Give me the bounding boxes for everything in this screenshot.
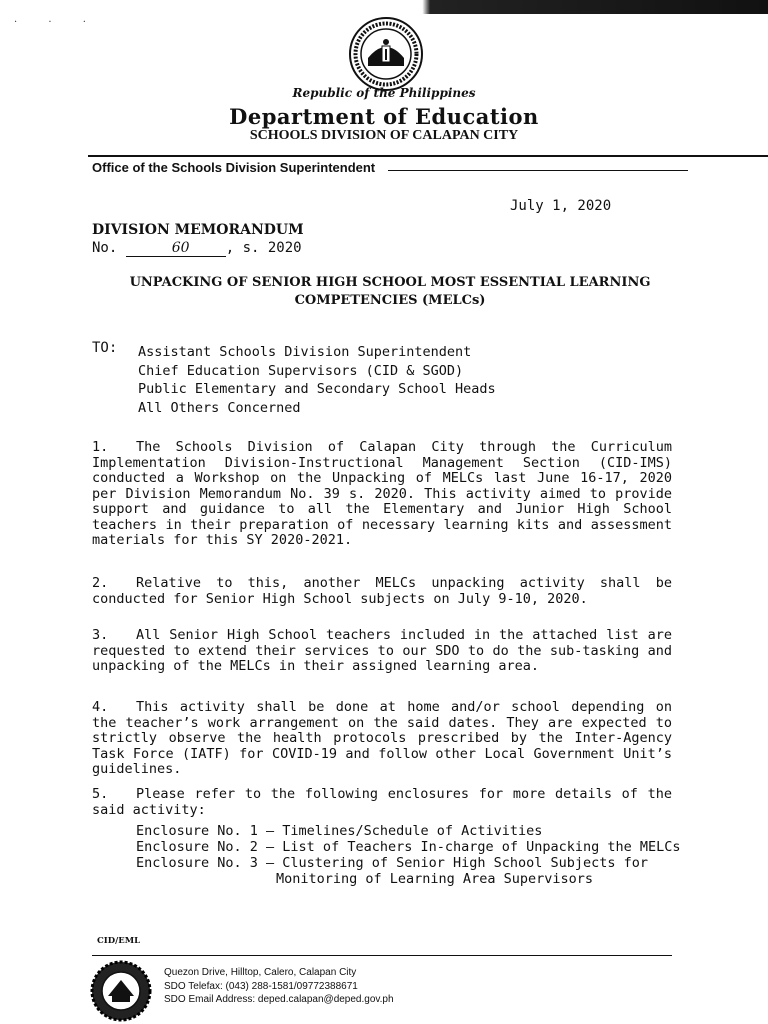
enclosure-item: Enclosure No. 3 – Clustering of Senior High School Subjects for [136,855,649,871]
paragraph-text: This activity shall be done at home and/or school depending on the teacher’s work arrangement on the said dates. They are expected to strictly observe the health protocols prescribed by the Inter-Agency Task Force (IATF) for COVID-19 and follow other Local Government Unit’s guidelines. [92,699,672,777]
paragraph-number: 3. [92,627,109,643]
paragraph-text: All Senior High School teachers included in the attached list are requested to extend their services to our SDO to do the sub-tasking and unpacking of the MELCs in their assigned learning area. [92,627,672,674]
enclosure-item: Enclosure No. 2 – List of Teachers In-charge of Unpacking the MELCs [136,839,681,855]
footer-email: SDO Email Address: deped.calapan@deped.gov.ph [164,994,394,1005]
enclosure-item: Enclosure No. 1 – Timelines/Schedule of Activities [136,823,543,839]
paragraph-4 [92,700,672,778]
paragraph-number: 1. [92,439,109,455]
enclosure-item-continued: Monitoring of Learning Area Supervisors [276,871,593,887]
recipient: Chief Education Supervisors (CID & SGOD) [138,362,464,379]
memo-number-label: No. [92,240,118,256]
memo-date: July 1, 2020 [510,198,612,214]
to-label: TO: [92,340,118,356]
paragraph-1 [92,440,672,549]
header-divider [88,155,768,157]
republic-line: Republic of the Philippines [292,86,476,100]
division-name: SCHOOLS DIVISION OF CALAPAN CITY [249,128,519,143]
paragraph-5 [92,787,672,818]
memo-number [92,240,302,257]
recipient: Assistant Schools Division Superintendent [138,344,472,360]
paragraph-text: Relative to this, another MELCs unpacking activity shall be conducted for Senior High School subjects on July 9-10, 2020. [92,575,672,607]
reference-initials: CID/EML [97,936,141,946]
scan-specks: . . . [14,14,100,25]
footer-contact [164,966,394,1007]
paragraph-text: The Schools Division of Calapan City through the Curriculum Implementation Division-Instructional Management Section (CID-IMS) conducted a Workshop on the Unpacking of MELCs last June 16-17, 2020 per Division Memorandum No. 39 s. 2020. This activity aimed to provide support and guidance to all the Elementary and Junior High School teachers in their preparation of necessary learning kits and assessment materials for this SY 2020-2021. [92,439,672,548]
department-name: Department of Education [229,104,539,129]
office-divider [388,170,688,171]
deped-seal-icon [348,16,424,92]
sdo-calapan-seal-icon [88,960,154,1022]
footer-divider [92,955,672,956]
scan-edge-bar [0,0,768,14]
subject-line-2: COMPETENCIES (MELCs) [294,293,486,308]
footer-telefax: SDO Telefax: (043) 288-1581/09772388671 [164,980,358,992]
memo-subject [100,274,680,310]
memo-title: DIVISION MEMORANDUM [92,222,304,238]
paragraph-number: 4. [92,699,109,715]
enclosure-list [136,823,681,887]
paragraph-number: 5. [92,786,109,802]
paragraph-text: Please refer to the following enclosures for more details of the said activity: [92,786,672,818]
recipient: All Others Concerned [138,399,301,416]
recipient-list [138,343,496,417]
recipient: Public Elementary and Secondary School Heads [138,381,496,397]
subject-line-1: UNPACKING OF SENIOR HIGH SCHOOL MOST ESSENTIAL LEARNING [129,275,651,290]
paragraph-3 [92,628,672,675]
paragraph-number: 2. [92,575,109,591]
memo-number-value: 60 [126,240,226,257]
paragraph-2 [92,576,672,607]
office-name: Office of the Schools Division Superintendent [92,160,376,175]
footer-address: Quezon Drive, Hilltop, Calero, Calapan City [164,967,357,978]
memo-series: , s. 2020 [225,240,302,256]
